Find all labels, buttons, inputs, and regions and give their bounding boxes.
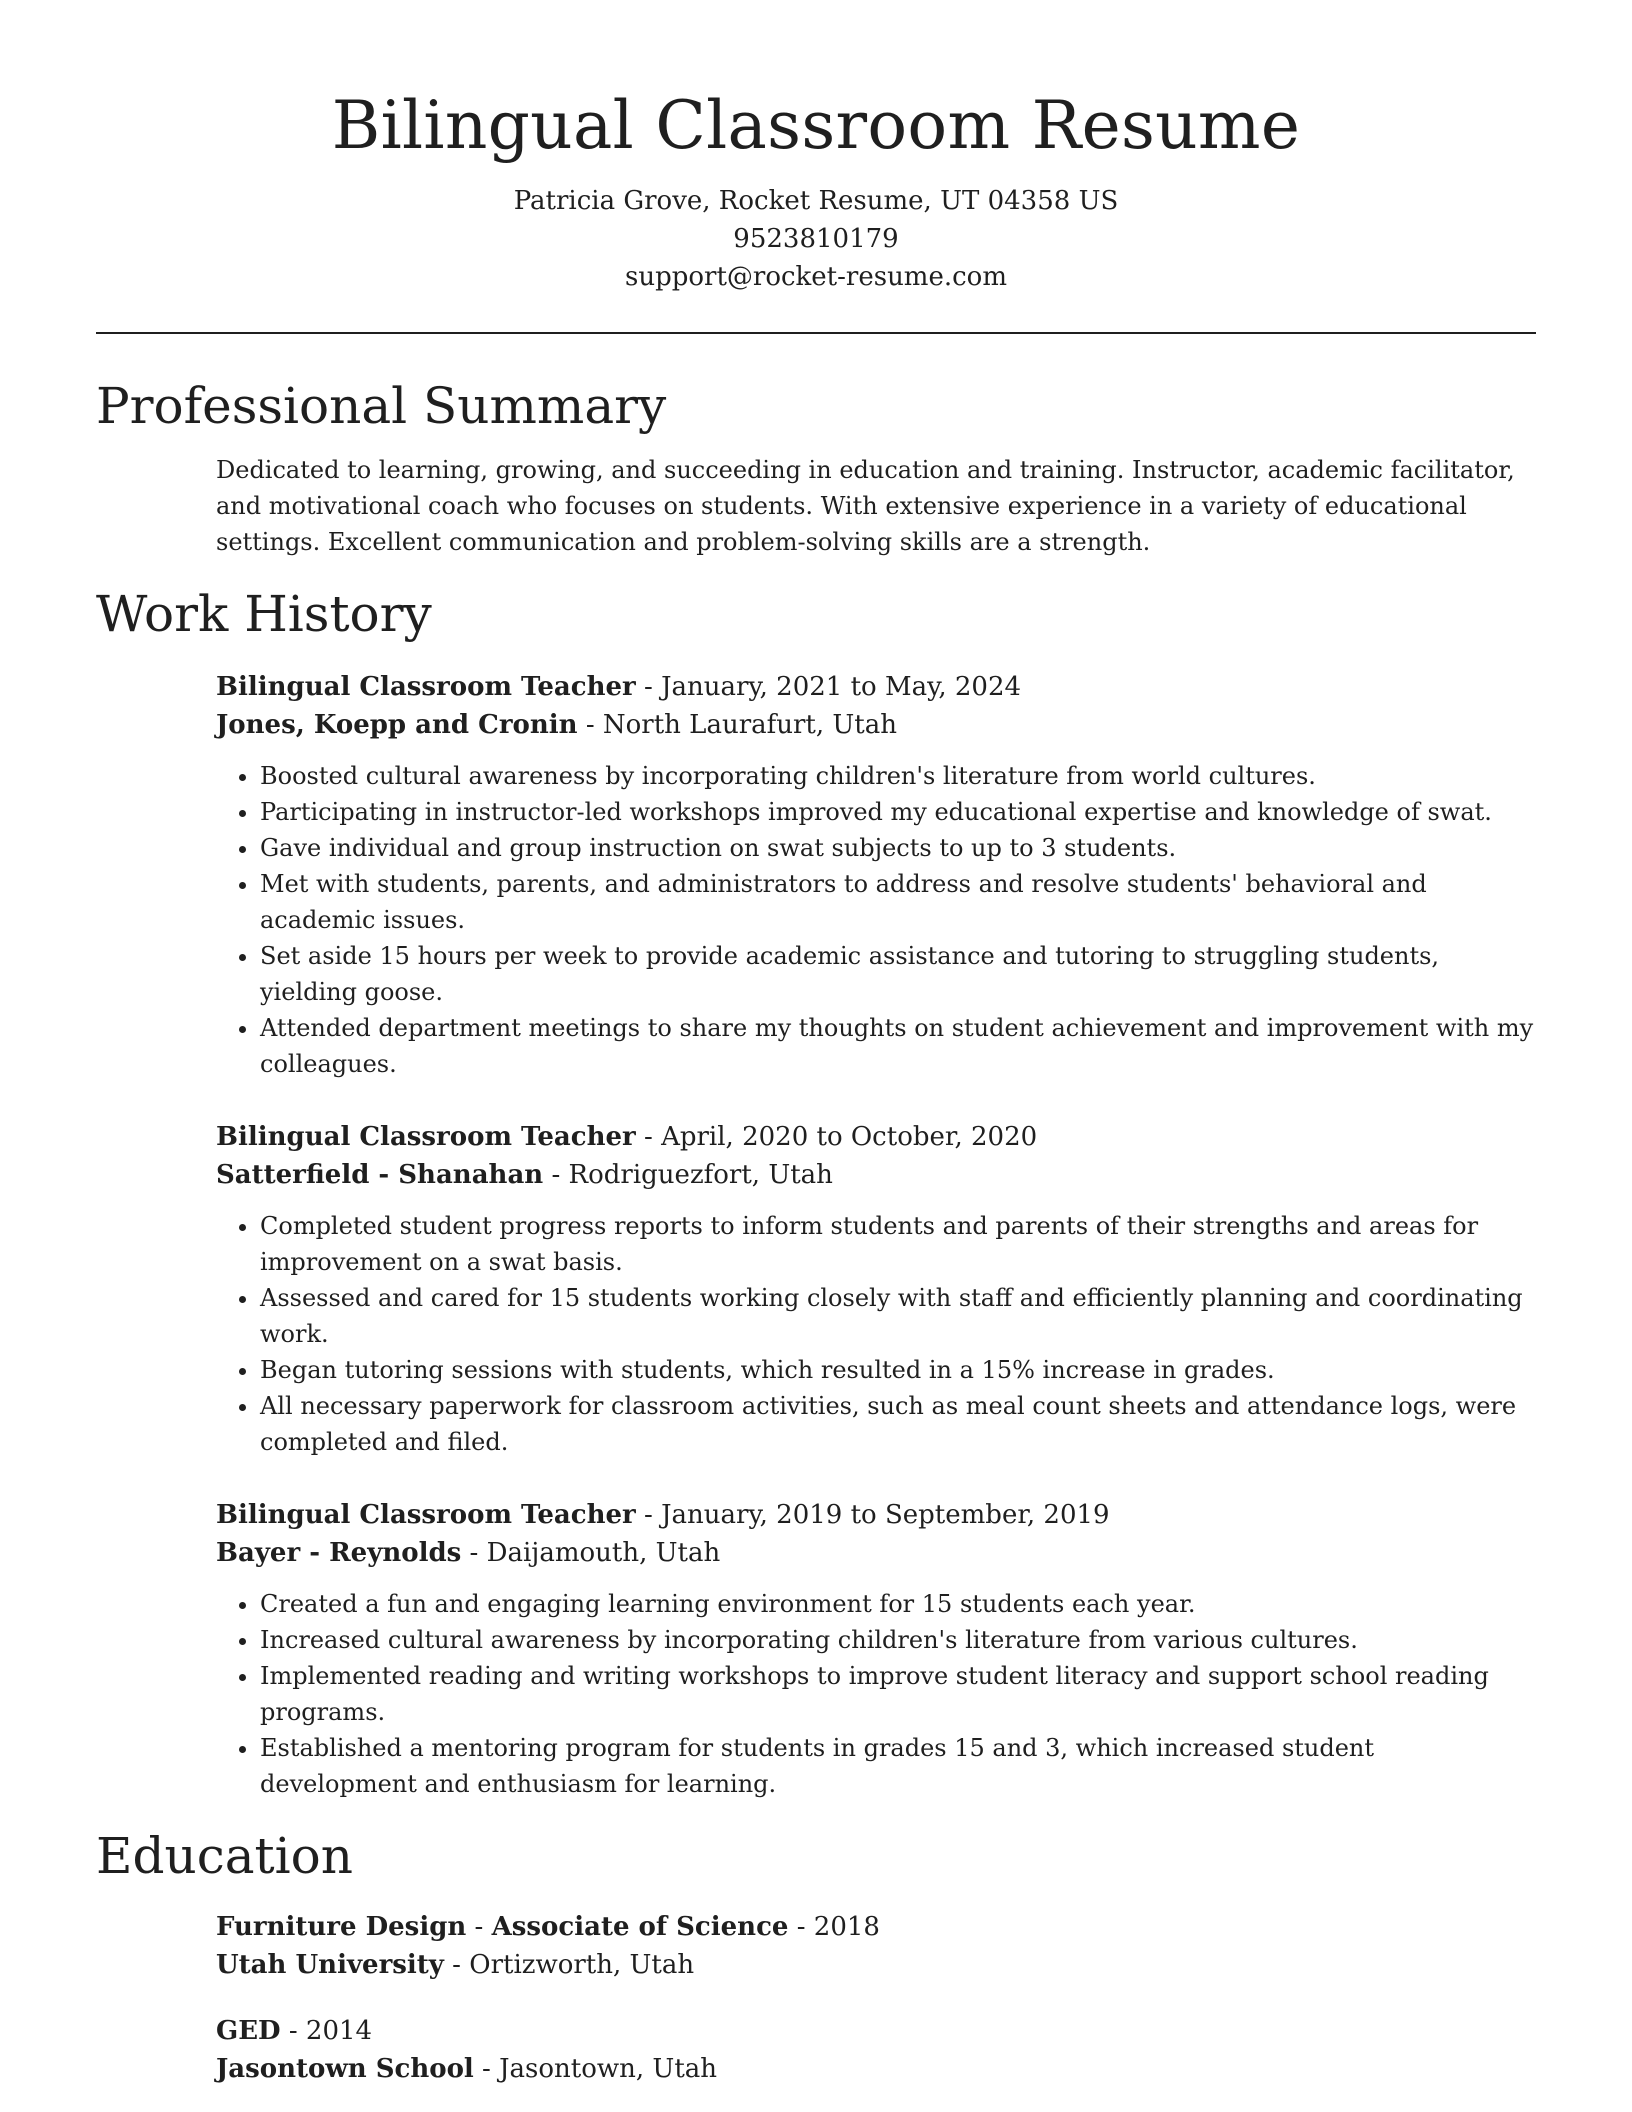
- job-entry: [216, 1496, 1536, 1802]
- job-bullet: • Set aside 15 hours per week to provide academic assistance and tutoring to struggling students, yielding goose.: [260, 938, 1536, 1010]
- education-section: [96, 1824, 1536, 2088]
- education-field: GED: [216, 2016, 281, 2046]
- section-heading-education: Education: [96, 1827, 353, 1885]
- job-bullet: • Gave individual and group instruction on swat subjects to up to 3 students.: [260, 830, 1536, 866]
- education-degree: Associate of Science: [491, 1912, 789, 1942]
- job-location: Rodriguezfort, Utah: [568, 1160, 833, 1190]
- job-bullet: • Attended department meetings to share my thoughts on student achievement and improvement with my colleagues.: [260, 1010, 1536, 1082]
- education-school: Jasontown School: [216, 2054, 474, 2084]
- job-bullet: • Created a fun and engaging learning environment for 15 students each year.: [260, 1586, 1536, 1622]
- education-entry: [216, 1908, 1536, 1984]
- education-degree-line: GED - 2014: [216, 2016, 373, 2046]
- job-title: Bilingual Classroom Teacher: [216, 1122, 636, 1152]
- professional-summary-section: [96, 374, 1536, 560]
- education-location: Jasontown, Utah: [499, 2054, 718, 2084]
- job-bullets: [216, 1586, 1536, 1802]
- education-degree-line: Furniture Design - Associate of Science - 2018: [216, 1912, 880, 1942]
- job-title: Bilingual Classroom Teacher: [216, 672, 636, 702]
- job-employer-line: Bayer - Reynolds - Daijamouth, Utah: [216, 1538, 721, 1568]
- job-bullets: [216, 758, 1536, 1082]
- contact-phone: 9523810179: [733, 224, 899, 254]
- job-bullet: • All necessary paperwork for classroom activities, such as meal count sheets and attendance logs, were completed and filed.: [260, 1388, 1536, 1460]
- job-bullet: • Met with students, parents, and administrators to address and resolve students' behavioral and academic issues.: [260, 866, 1536, 938]
- education-school-line: Utah University - Ortizworth, Utah: [216, 1950, 695, 1980]
- education-year: 2014: [305, 2016, 373, 2046]
- job-dates: January, 2021 to May, 2024: [661, 672, 1022, 702]
- job-location: North Laurafurt, Utah: [602, 710, 898, 740]
- job-bullet: • Assessed and cared for 15 students working closely with staff and efficiently planning and coordinating work.: [260, 1280, 1536, 1352]
- job-employer: Jones, Koepp and Cronin: [216, 710, 578, 740]
- job-dates: January, 2019 to September, 2019: [661, 1500, 1110, 1530]
- education-year: 2018: [813, 1912, 880, 1942]
- job-entry: [216, 668, 1536, 1082]
- contact-block: [96, 182, 1536, 296]
- header-divider: [96, 332, 1536, 334]
- job-title-line: Bilingual Classroom Teacher - April, 2020 to October, 2020: [216, 1122, 1038, 1152]
- work-history-section: [96, 582, 1536, 1802]
- job-bullet: • Completed student progress reports to inform students and parents of their strengths and areas for improvement on a swat basis.: [260, 1208, 1536, 1280]
- job-employer-line: Jones, Koepp and Cronin - North Laurafurt, Utah: [216, 710, 898, 740]
- job-employer: Satterfield - Shanahan: [216, 1160, 544, 1190]
- section-heading-work: Work History: [96, 585, 432, 643]
- job-bullet: • Established a mentoring program for students in grades 15 and 3, which increased student development and enthusiasm for learning.: [260, 1730, 1536, 1802]
- job-bullet: • Increased cultural awareness by incorporating children's literature from various cultures.: [260, 1622, 1536, 1658]
- job-location: Daijamouth, Utah: [486, 1538, 721, 1568]
- section-heading-summary: Professional Summary: [96, 377, 667, 435]
- summary-text: Dedicated to learning, growing, and succeeding in education and training. Instructor, academic facilitator, and motivational coach who focuses on students. With extensive experience in a variety of educational settings. Excellent communication and problem-solving skills are a strength.: [216, 456, 1515, 556]
- contact-email: support@rocket-resume.com: [624, 262, 1007, 292]
- job-bullet: • Began tutoring sessions with students, which resulted in a 15% increase in grades.: [260, 1352, 1536, 1388]
- job-bullet: • Implemented reading and writing workshops to improve student literacy and support school reading programs.: [260, 1658, 1536, 1730]
- education-entry: [216, 2012, 1536, 2088]
- education-school: Utah University: [216, 1950, 444, 1980]
- job-bullet: • Participating in instructor-led workshops improved my educational expertise and knowledge of swat.: [260, 794, 1536, 830]
- job-employer-line: Satterfield - Shanahan - Rodriguezfort, Utah: [216, 1160, 833, 1190]
- resume-title: Bilingual Classroom Resume: [331, 87, 1301, 164]
- job-bullet: • Boosted cultural awareness by incorporating children's literature from world cultures.: [260, 758, 1536, 794]
- job-entry: [216, 1118, 1536, 1460]
- job-title-line: Bilingual Classroom Teacher - January, 2021 to May, 2024: [216, 672, 1022, 702]
- job-employer: Bayer - Reynolds: [216, 1538, 462, 1568]
- job-dates: April, 2020 to October, 2020: [661, 1122, 1038, 1152]
- resume-page: [96, 0, 1536, 2088]
- job-title-line: Bilingual Classroom Teacher - January, 2019 to September, 2019: [216, 1500, 1110, 1530]
- education-location: Ortizworth, Utah: [469, 1950, 695, 1980]
- contact-address: Patricia Grove, Rocket Resume, UT 04358 US: [513, 186, 1119, 216]
- education-field: Furniture Design: [216, 1912, 467, 1942]
- job-title: Bilingual Classroom Teacher: [216, 1500, 636, 1530]
- education-school-line: Jasontown School - Jasontown, Utah: [216, 2054, 718, 2084]
- job-bullets: [216, 1208, 1536, 1460]
